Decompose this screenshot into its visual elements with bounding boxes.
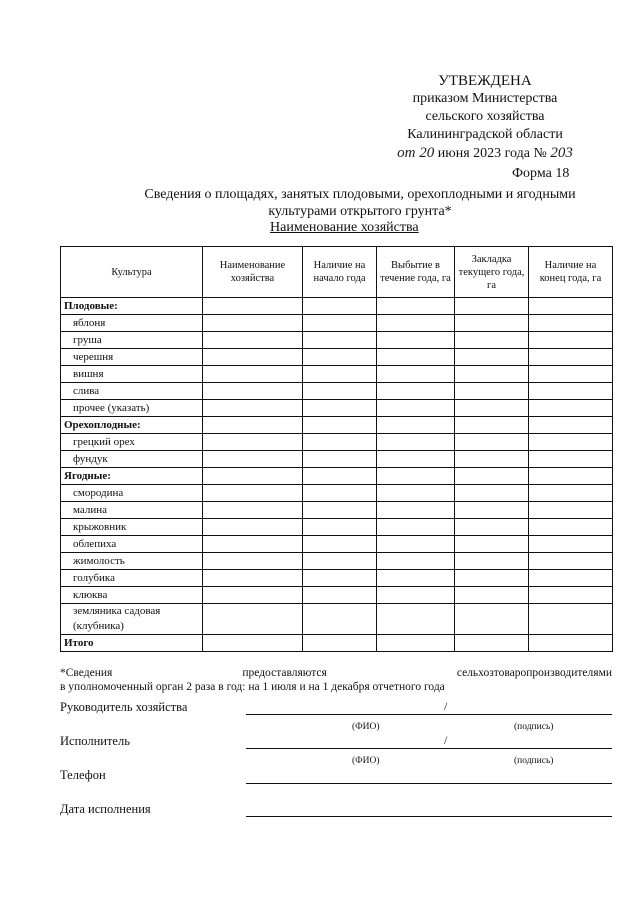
table-cell-empty[interactable]	[377, 366, 455, 383]
table-cell-empty[interactable]	[529, 451, 613, 468]
row-label: вишня	[61, 366, 203, 383]
row-label: яблоня	[61, 315, 203, 332]
table-cell-empty[interactable]	[377, 315, 455, 332]
table-cell-empty[interactable]	[529, 298, 613, 315]
table-cell-empty[interactable]	[203, 349, 303, 366]
table-cell-empty[interactable]	[377, 635, 455, 652]
table-cell-empty[interactable]	[303, 604, 377, 635]
row-label: земляника садовая (клубника)	[61, 604, 203, 635]
executor-fio-caption: (ФИО)	[352, 756, 380, 766]
table-cell-empty[interactable]	[529, 434, 613, 451]
table-cell-empty[interactable]	[455, 536, 529, 553]
table-cell-empty[interactable]	[203, 570, 303, 587]
approval-date-line	[360, 144, 610, 163]
table-row	[61, 587, 613, 604]
table-cell-empty[interactable]	[377, 451, 455, 468]
table-cell-empty[interactable]	[203, 519, 303, 536]
table-cell-empty[interactable]	[529, 485, 613, 502]
table-cell-empty[interactable]	[455, 315, 529, 332]
table-cell-empty[interactable]	[203, 536, 303, 553]
table-row	[61, 485, 613, 502]
table-cell-empty[interactable]	[377, 570, 455, 587]
row-label: слива	[61, 383, 203, 400]
row-label: прочее (указать)	[61, 400, 203, 417]
table-cell-empty[interactable]	[303, 349, 377, 366]
table-cell-empty[interactable]	[529, 570, 613, 587]
header-planting: Закладка текущего года, га	[455, 247, 529, 298]
table-cell-empty[interactable]	[203, 485, 303, 502]
table-cell-empty[interactable]	[529, 519, 613, 536]
table-cell-empty[interactable]	[203, 383, 303, 400]
table-cell-empty[interactable]	[529, 417, 613, 434]
label-phone: Телефон	[60, 768, 106, 782]
table-cell-empty[interactable]	[529, 332, 613, 349]
row-label: черешня	[61, 349, 203, 366]
table-cell-empty[interactable]	[377, 349, 455, 366]
table-cell-empty[interactable]	[203, 468, 303, 485]
row-label: Орехоплодные:	[61, 417, 203, 434]
label-head: Руководитель хозяйства	[60, 700, 188, 714]
table-cell-empty[interactable]	[455, 587, 529, 604]
table-cell-empty[interactable]	[529, 468, 613, 485]
table-cell-empty[interactable]	[377, 519, 455, 536]
table-cell-empty[interactable]	[455, 400, 529, 417]
table-row	[61, 434, 613, 451]
table-cell-empty[interactable]	[377, 298, 455, 315]
table-cell-empty[interactable]	[377, 383, 455, 400]
executor-signature-line[interactable]	[246, 748, 612, 749]
table-cell-empty[interactable]	[455, 417, 529, 434]
table-cell-empty[interactable]	[377, 332, 455, 349]
form-title-line2: культурами открытого грунта*	[268, 204, 452, 219]
table-category-row	[61, 468, 613, 485]
table-row	[61, 400, 613, 417]
table-row	[61, 604, 613, 635]
table-cell-empty[interactable]	[303, 502, 377, 519]
row-label: Ягодные:	[61, 468, 203, 485]
table-cell-empty[interactable]	[303, 417, 377, 434]
table-row	[61, 451, 613, 468]
executor-sign-caption: (подпись)	[514, 756, 554, 766]
table-cell-empty[interactable]	[303, 298, 377, 315]
table-cell-empty[interactable]	[203, 315, 303, 332]
footnote-line1: *Сведения предоставляются сельхозтоваропроизводителями	[60, 667, 612, 679]
table-cell-empty[interactable]	[455, 553, 529, 570]
table-row	[61, 315, 613, 332]
approval-date-text: июня 2023 года №	[437, 146, 547, 161]
table-cell-empty[interactable]	[377, 587, 455, 604]
table-cell-empty[interactable]	[529, 383, 613, 400]
table-cell-empty[interactable]	[303, 635, 377, 652]
head-slash: /	[444, 699, 448, 713]
table-cell-empty[interactable]	[303, 570, 377, 587]
table-cell-empty[interactable]	[203, 417, 303, 434]
handwritten-order-number: 203	[550, 145, 573, 161]
row-label: груша	[61, 332, 203, 349]
table-cell-empty[interactable]	[529, 400, 613, 417]
table-cell-empty[interactable]	[203, 298, 303, 315]
table-cell-empty[interactable]	[303, 451, 377, 468]
table-cell-empty[interactable]	[455, 451, 529, 468]
farm-name-heading: Наименование хозяйства	[270, 220, 419, 235]
head-sign-caption: (подпись)	[514, 722, 554, 732]
table-cell-empty[interactable]	[529, 587, 613, 604]
table-cell-empty[interactable]	[377, 485, 455, 502]
table-cell-empty[interactable]	[455, 468, 529, 485]
table-cell-empty[interactable]	[529, 366, 613, 383]
table-header-row	[61, 247, 613, 298]
table-cell-empty[interactable]	[455, 349, 529, 366]
table-cell-empty[interactable]	[455, 366, 529, 383]
header-start-of-year: Наличие на начало года	[303, 247, 377, 298]
table-cell-empty[interactable]	[303, 485, 377, 502]
approval-heading: УТВЕЖДЕНА	[438, 73, 532, 89]
header-crop: Культура	[61, 247, 203, 298]
form-title-line1: Сведения о площадях, занятых плодовыми, орехоплодными и ягодными	[144, 187, 576, 202]
table-category-row	[61, 635, 613, 652]
table-cell-empty[interactable]	[203, 400, 303, 417]
table-cell-empty[interactable]	[303, 434, 377, 451]
table-cell-empty[interactable]	[529, 635, 613, 652]
header-disposal: Выбытие в течение года, га	[377, 247, 455, 298]
table-cell-empty[interactable]	[529, 553, 613, 570]
table-cell-empty[interactable]	[303, 315, 377, 332]
table-cell-empty[interactable]	[203, 332, 303, 349]
table-cell-empty[interactable]	[303, 400, 377, 417]
row-label: крыжовник	[61, 519, 203, 536]
approval-line-region: Калининградской области	[407, 127, 563, 142]
table-cell-empty[interactable]	[455, 502, 529, 519]
header-end-of-year: Наличие на конец года, га	[529, 247, 613, 298]
table-cell-empty[interactable]	[203, 553, 303, 570]
table-cell-empty[interactable]	[303, 366, 377, 383]
row-label: облепиха	[61, 536, 203, 553]
table-cell-empty[interactable]	[529, 536, 613, 553]
row-label: смородина	[61, 485, 203, 502]
approval-line-agriculture: сельского хозяйства	[425, 109, 545, 124]
row-label: клюква	[61, 587, 203, 604]
table-cell-empty[interactable]	[455, 604, 529, 635]
table-cell-empty[interactable]	[377, 536, 455, 553]
crops-table	[60, 246, 613, 652]
table-cell-empty[interactable]	[455, 570, 529, 587]
row-label: грецкий орех	[61, 434, 203, 451]
table-cell-empty[interactable]	[303, 468, 377, 485]
table-row	[61, 366, 613, 383]
table-category-row	[61, 417, 613, 434]
row-label: Итого	[61, 635, 203, 652]
table-cell-empty[interactable]	[203, 635, 303, 652]
phone-line[interactable]	[246, 783, 612, 784]
table-cell-empty[interactable]	[377, 604, 455, 635]
table-cell-empty[interactable]	[303, 383, 377, 400]
table-cell-empty[interactable]	[455, 332, 529, 349]
date-line[interactable]	[246, 816, 612, 817]
table-cell-empty[interactable]	[377, 434, 455, 451]
table-cell-empty[interactable]	[303, 587, 377, 604]
table-cell-empty[interactable]	[377, 553, 455, 570]
table-cell-empty[interactable]	[203, 451, 303, 468]
table-cell-empty[interactable]	[529, 604, 613, 635]
table-cell-empty[interactable]	[455, 383, 529, 400]
table-cell-empty[interactable]	[529, 315, 613, 332]
table-cell-empty[interactable]	[529, 502, 613, 519]
table-row	[61, 502, 613, 519]
form-number: Форма 18	[512, 166, 570, 181]
footnote-line2: в уполномоченный орган 2 раза в год: на 1 июля и на 1 декабря отчетного года	[60, 681, 445, 693]
table-cell-empty[interactable]	[203, 366, 303, 383]
head-signature-line[interactable]	[246, 714, 612, 715]
table-category-row	[61, 298, 613, 315]
table-row	[61, 553, 613, 570]
approval-block	[360, 72, 610, 163]
table-cell-empty[interactable]	[303, 332, 377, 349]
table-row	[61, 536, 613, 553]
row-label: Плодовые:	[61, 298, 203, 315]
approval-line-ministry: приказом Министерства	[412, 91, 558, 106]
label-executor: Исполнитель	[60, 734, 130, 748]
header-farm-name: Наименование хозяйства	[203, 247, 303, 298]
table-cell-empty[interactable]	[377, 417, 455, 434]
row-label: голубика	[61, 570, 203, 587]
form-title	[100, 186, 620, 220]
table-cell-empty[interactable]	[455, 485, 529, 502]
table-cell-empty[interactable]	[529, 349, 613, 366]
table-cell-empty[interactable]	[377, 468, 455, 485]
table-cell-empty[interactable]	[203, 434, 303, 451]
table-row	[61, 332, 613, 349]
handwritten-date: от 20	[397, 145, 435, 161]
table-cell-empty[interactable]	[455, 434, 529, 451]
row-label: фундук	[61, 451, 203, 468]
table-row	[61, 519, 613, 536]
executor-slash: /	[444, 733, 448, 747]
table-cell-empty[interactable]	[455, 519, 529, 536]
table-cell-empty[interactable]	[303, 536, 377, 553]
table-cell-empty[interactable]	[455, 298, 529, 315]
table-cell-empty[interactable]	[203, 604, 303, 635]
table-cell-empty[interactable]	[203, 587, 303, 604]
table-cell-empty[interactable]	[455, 635, 529, 652]
table-cell-empty[interactable]	[377, 400, 455, 417]
table-row	[61, 349, 613, 366]
label-date: Дата исполнения	[60, 802, 151, 816]
table-cell-empty[interactable]	[377, 502, 455, 519]
table-row	[61, 383, 613, 400]
row-label: малина	[61, 502, 203, 519]
table-row	[61, 570, 613, 587]
head-fio-caption: (ФИО)	[352, 722, 380, 732]
row-label: жимолость	[61, 553, 203, 570]
table-cell-empty[interactable]	[203, 502, 303, 519]
table-cell-empty[interactable]	[303, 519, 377, 536]
table-cell-empty[interactable]	[303, 553, 377, 570]
